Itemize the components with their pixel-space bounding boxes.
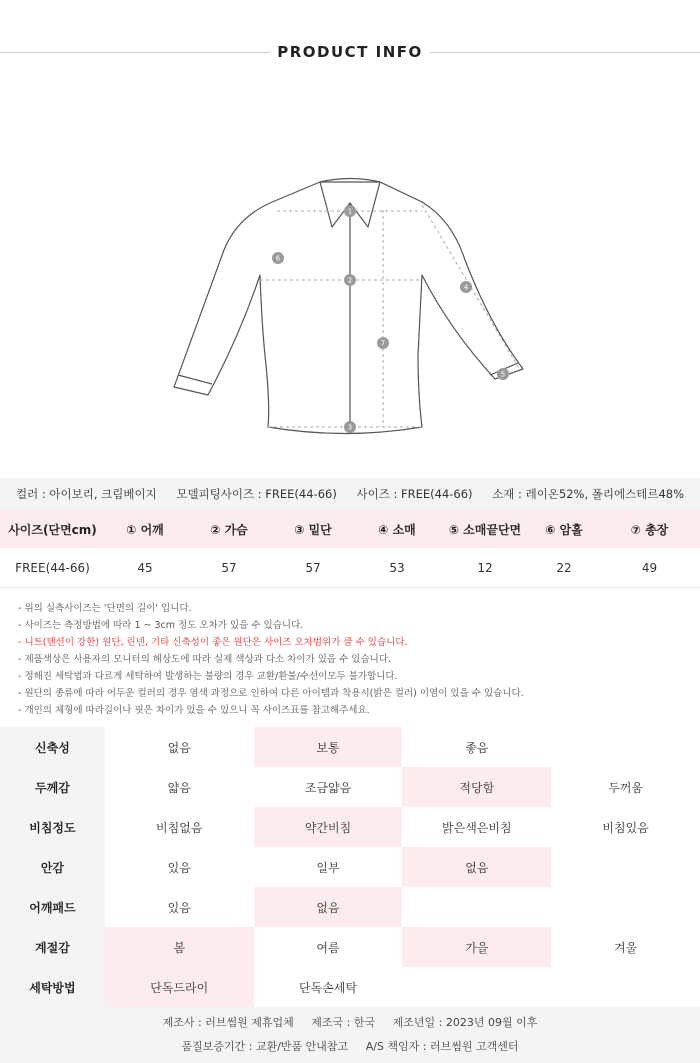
spec-size: 사이즈 : FREE(44-66) [356, 487, 473, 501]
svg-text:3: 3 [347, 423, 353, 432]
attr-option: 있음 [105, 847, 254, 887]
marker-3 [344, 421, 356, 433]
attr-option: 두꺼움 [551, 767, 700, 807]
manufacturer-footer [0, 1007, 700, 1063]
attr-option: 없음 [105, 727, 254, 767]
marker-6 [272, 252, 284, 264]
attr-option: 비침없음 [105, 807, 254, 847]
fabric-attribute-table [0, 727, 700, 1007]
spec-material: 소재 : 레이온52%, 폴리에스테르48% [492, 487, 685, 501]
attr-label: 두께감 [0, 767, 105, 807]
attr-option: 비침있음 [551, 807, 700, 847]
attr-option-selected: 보통 [254, 727, 403, 767]
header-sleeve: ④ 소매 [378, 522, 416, 537]
header-shoulder: ① 어깨 [126, 522, 164, 537]
note-item: - 위의 실측사이즈는 '단면의 길이' 입니다. [18, 603, 192, 614]
spec-model-size: 모델피팅사이즈 : FREE(44-66) [176, 487, 337, 501]
attr-option: 좋음 [402, 727, 551, 767]
note-item-warning: - 니트(텐션이 강한) 원단, 린넨, 기타 신축성이 좋은 원단은 사이즈 오차범위가 클 수 있습니다. [18, 637, 408, 648]
svg-text:2: 2 [347, 276, 353, 285]
svg-text:5: 5 [500, 370, 506, 379]
row-size: FREE(44-66) [15, 560, 90, 575]
attr-option-selected: 단독드라이 [105, 967, 254, 1007]
note-item: - 개인의 체형에 따라길이나 핏은 차이가 있을 수 있으니 꼭 사이즈표를 참고해주세요. [18, 705, 370, 716]
size-table-header [0, 510, 700, 548]
attr-option-empty [551, 887, 700, 927]
attr-option: 조금얇음 [254, 767, 403, 807]
attr-row-sheerness [0, 807, 700, 847]
section-title: PRODUCT INFO [277, 43, 423, 61]
footer-warranty: 품질보증기간 : 교환/반품 안내참고 [181, 1040, 349, 1053]
attr-option: 밝은색은비침 [402, 807, 551, 847]
header-length: ⑦ 총장 [630, 522, 669, 537]
title-divider-right [430, 52, 700, 53]
attr-option-empty [402, 967, 551, 1007]
attr-option: 겨울 [551, 927, 700, 967]
footer-date: 제조년일 : 2023년 09월 이후 [392, 1016, 538, 1029]
header-cuff: ⑤ 소매끝단면 [448, 522, 522, 537]
svg-text:7: 7 [380, 339, 386, 348]
attr-row-washing [0, 967, 700, 1007]
size-table-row [0, 548, 700, 588]
marker-1 [344, 205, 356, 217]
attr-row-shoulder-pad [0, 887, 700, 927]
attr-label: 계절감 [0, 927, 105, 967]
attr-option-selected: 가을 [402, 927, 551, 967]
header-chest: ② 가슴 [210, 522, 248, 537]
attr-option-selected: 없음 [254, 887, 403, 927]
attr-option: 단독손세탁 [254, 967, 403, 1007]
row-chest: 57 [221, 560, 237, 575]
marker-5 [497, 368, 509, 380]
attr-label: 안감 [0, 847, 105, 887]
attr-option-selected: 봄 [105, 927, 254, 967]
attr-row-lining [0, 847, 700, 887]
marker-2 [344, 274, 356, 286]
note-item: - 사이즈는 측정방법에 따라 1 ~ 3cm 정도 오차가 있을 수 있습니다. [18, 620, 304, 631]
attr-option-empty [551, 847, 700, 887]
footer-as: A/S 책임자 : 러브썸원 고객센터 [365, 1040, 519, 1053]
row-cuff: 12 [477, 560, 493, 575]
footer-row-warranty [0, 1035, 700, 1059]
row-armhole: 22 [556, 560, 572, 575]
note-item: - 원단의 종류에 따라 어두운 컬러의 경우 염색 과정으로 인하여 다른 아이템과 착용시(밝은 컬러) 이염이 있을 수 있습니다. [18, 688, 524, 699]
attr-label: 신축성 [0, 727, 105, 767]
attr-option-empty [402, 887, 551, 927]
spec-color: 컬러 : 아이보리, 크림베이지 [15, 487, 157, 501]
size-notes [18, 600, 688, 719]
attr-option: 있음 [105, 887, 254, 927]
footer-country: 제조국 : 한국 [311, 1016, 376, 1029]
garment-diagram [160, 165, 540, 455]
row-sleeve: 53 [389, 560, 405, 575]
marker-7 [377, 337, 389, 349]
attr-label: 세탁방법 [0, 967, 105, 1007]
note-item: - 정해진 세탁법과 다르게 세탁하여 발생하는 불량의 경우 교환/환불/수선이모두 불가합니다. [18, 671, 398, 682]
attr-row-season [0, 927, 700, 967]
row-hem: 57 [305, 560, 321, 575]
note-item: - 제품색상은 사용자의 모니터의 해상도에 따라 실제 색상과 다소 차이가 있을 수 있습니다. [18, 654, 392, 665]
svg-text:1: 1 [347, 207, 353, 216]
attr-option-empty [551, 727, 700, 767]
attr-option: 얇음 [105, 767, 254, 807]
row-shoulder: 45 [137, 560, 153, 575]
attr-label: 비침정도 [0, 807, 105, 847]
svg-text:4: 4 [463, 283, 469, 292]
attr-option: 일부 [254, 847, 403, 887]
header-size: 사이즈(단면cm) [8, 522, 97, 537]
svg-text:6: 6 [275, 254, 281, 263]
section-header [0, 40, 700, 66]
marker-4 [460, 281, 472, 293]
attr-option: 여름 [254, 927, 403, 967]
attr-label: 어깨패드 [0, 887, 105, 927]
spec-summary-bar [0, 478, 700, 510]
header-hem: ③ 밑단 [294, 522, 332, 537]
attr-row-stretch [0, 727, 700, 767]
header-armhole: ⑥ 암홀 [545, 522, 583, 537]
attr-option-selected: 적당함 [402, 767, 551, 807]
attr-option-selected: 약간비침 [254, 807, 403, 847]
footer-row-maker [0, 1011, 700, 1035]
attr-row-thickness [0, 767, 700, 807]
row-length: 49 [641, 560, 658, 575]
footer-maker: 제조사 : 러브썸원 제휴업체 [162, 1016, 294, 1029]
attr-option-selected: 없음 [402, 847, 551, 887]
attr-option-empty [551, 967, 700, 1007]
